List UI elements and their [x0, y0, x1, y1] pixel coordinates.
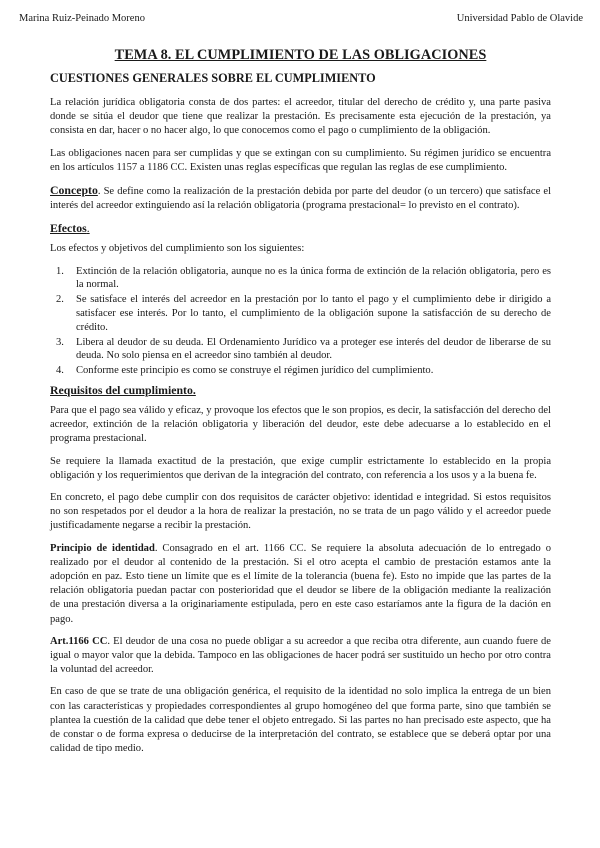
page-title: TEMA 8. EL CUMPLIMIENTO DE LAS OBLIGACIONES: [114, 47, 487, 63]
section-subtitle: CUESTIONES GENERALES SOBRE EL CUMPLIMIENTO: [50, 71, 376, 85]
list-item: 3. Libera al deudor de su deuda. El Ordenamiento Jurídico va a proteger ese interés del deudor de liberarse de su deuda. No solo piensa en el acreedor sino también al deudor.: [56, 336, 551, 362]
header-author: Marina Ruiz-Peinado Moreno: [19, 13, 145, 24]
art1166-label: Art.1166 CC: [50, 635, 108, 647]
paragraph-art1166: Art.1166 CC. El deudor de una cosa no puede obligar a su acreedor a que reciba otra diferente, aun cuando fuere de igual o mayor valor que la debida. Tampoco en las obligaciones de hacer podrá ser sustituido un hecho por otro contra la voluntad del acreedor.: [50, 635, 551, 676]
requisitos-heading: Requisitos del cumplimiento.: [50, 383, 196, 397]
document-body: [50, 47, 551, 764]
concepto-label: Concepto: [50, 183, 98, 198]
list-item: 2. Se satisface el interés del acreedor en la prestación por lo tanto el pago y el cumplimiento debe ir dirigido a satisfacer ese interés. Por lo tanto, el cumplimiento de la obligación supone la satisfacción de su derecho de crédito.: [56, 294, 551, 333]
header-institution: Universidad Pablo de Olavide: [456, 13, 583, 24]
paragraph-requisitos-3: En concreto, el pago debe cumplir con dos requisitos de carácter objetivo: identidad e integridad. Si estos requisitos no son respetados por el deudor a la hora de realizar la prestación, no se trata de un pago válido y el acreedor puede justificadamente negarse a recibir la prestación.: [50, 492, 551, 532]
concepto-text: . Se define como la realización de la prestación debida por parte del deudor (o un tercero) que satisface el interés del acreedor extinguiendo así la relación obligatoria (programa prestacional= lo previsto en el contrato).: [50, 186, 551, 212]
identidad-label: Principio de identidad: [50, 542, 155, 554]
paragraph-identidad: Principio de identidad. Consagrado en el art. 1166 CC. Se requiere la absoluta adecuación de lo entregado o realizado por el deudor al contenido de la prestación. Si el otro acepta el cambio de prestación estamos ante la adopción en paz. Esto tiene un límite que es el límite de la tolerancia (buena fe). Esto no impide que las partes de la relación obligatoria puedan pactar con posterioridad que el deudor se libere de la obligación mediante la realización de una prestación diversa a la originariamente estipulada, pero en este caso estaríamos ante la figura de la dación en pago.: [50, 542, 551, 625]
list-item: 4. Conforme este principio es como se construye el régimen jurídico del cumplimiento.: [56, 365, 434, 377]
paragraph-intro: La relación jurídica obligatoria consta de dos partes: el acreedor, titular del derecho de crédito y, una parte pasiva donde se sitúa el deudor que tiene que realizar la prestación. Es precisamente esta ejecución de la prestación, ya consista en dar, hacer o no hacer algo, lo que conocemos como el pago o cumplimiento de la obligación.: [50, 97, 551, 137]
paragraph-generica: En caso de que se trate de una obligación genérica, el requisito de la identidad no solo implica la entrega de un bien con las características y propiedades correspondientes al grupo homogéneo del que forma parte, sino que también se plantea la cuestión de la calidad que debe tener el objeto entregado. Si las partes no han precisado este aspecto, que ha de constar o de forma expresa o deducirse de la interpretación del contrato, se establece que se deberá optar por una calidad de tipo medio.: [50, 686, 551, 755]
list-item: 1. Extinción de la relación obligatoria, aunque no es la única forma de extinción de la relación obligatoria, pero es la normal.: [56, 265, 551, 291]
paragraph-requisitos-2: Se requiere la llamada exactitud de la prestación, que exige cumplir estrictamente lo establecido en la propia obligación y los requerimientos que derivan de la integración del contrato, con referencia a los usos y a la buena fe.: [50, 455, 551, 481]
efectos-heading: Efectos.: [50, 221, 90, 236]
paragraph-regimen: Las obligaciones nacen para ser cumplidas y que se extingan con su cumplimiento. Su régimen jurídico se encuentra en los artículos 1157 a 1186 CC. Existen unas reglas específicas que regulan las reglas de ese cumplimiento.: [50, 147, 551, 173]
efectos-intro: Los efectos y objetivos del cumplimiento son los siguientes:: [50, 243, 305, 255]
efectos-list: [50, 265, 551, 378]
paragraph-concepto: [50, 183, 551, 213]
paragraph-requisitos-1: Para que el pago sea válido y eficaz, y provoque los efectos que le son propios, es decir, la satisfacción del derecho del acreedor, extinción de la relación obligatoria y liberación del deudor, este debe adecuarse a lo establecido en el programa prestacional.: [50, 405, 551, 445]
